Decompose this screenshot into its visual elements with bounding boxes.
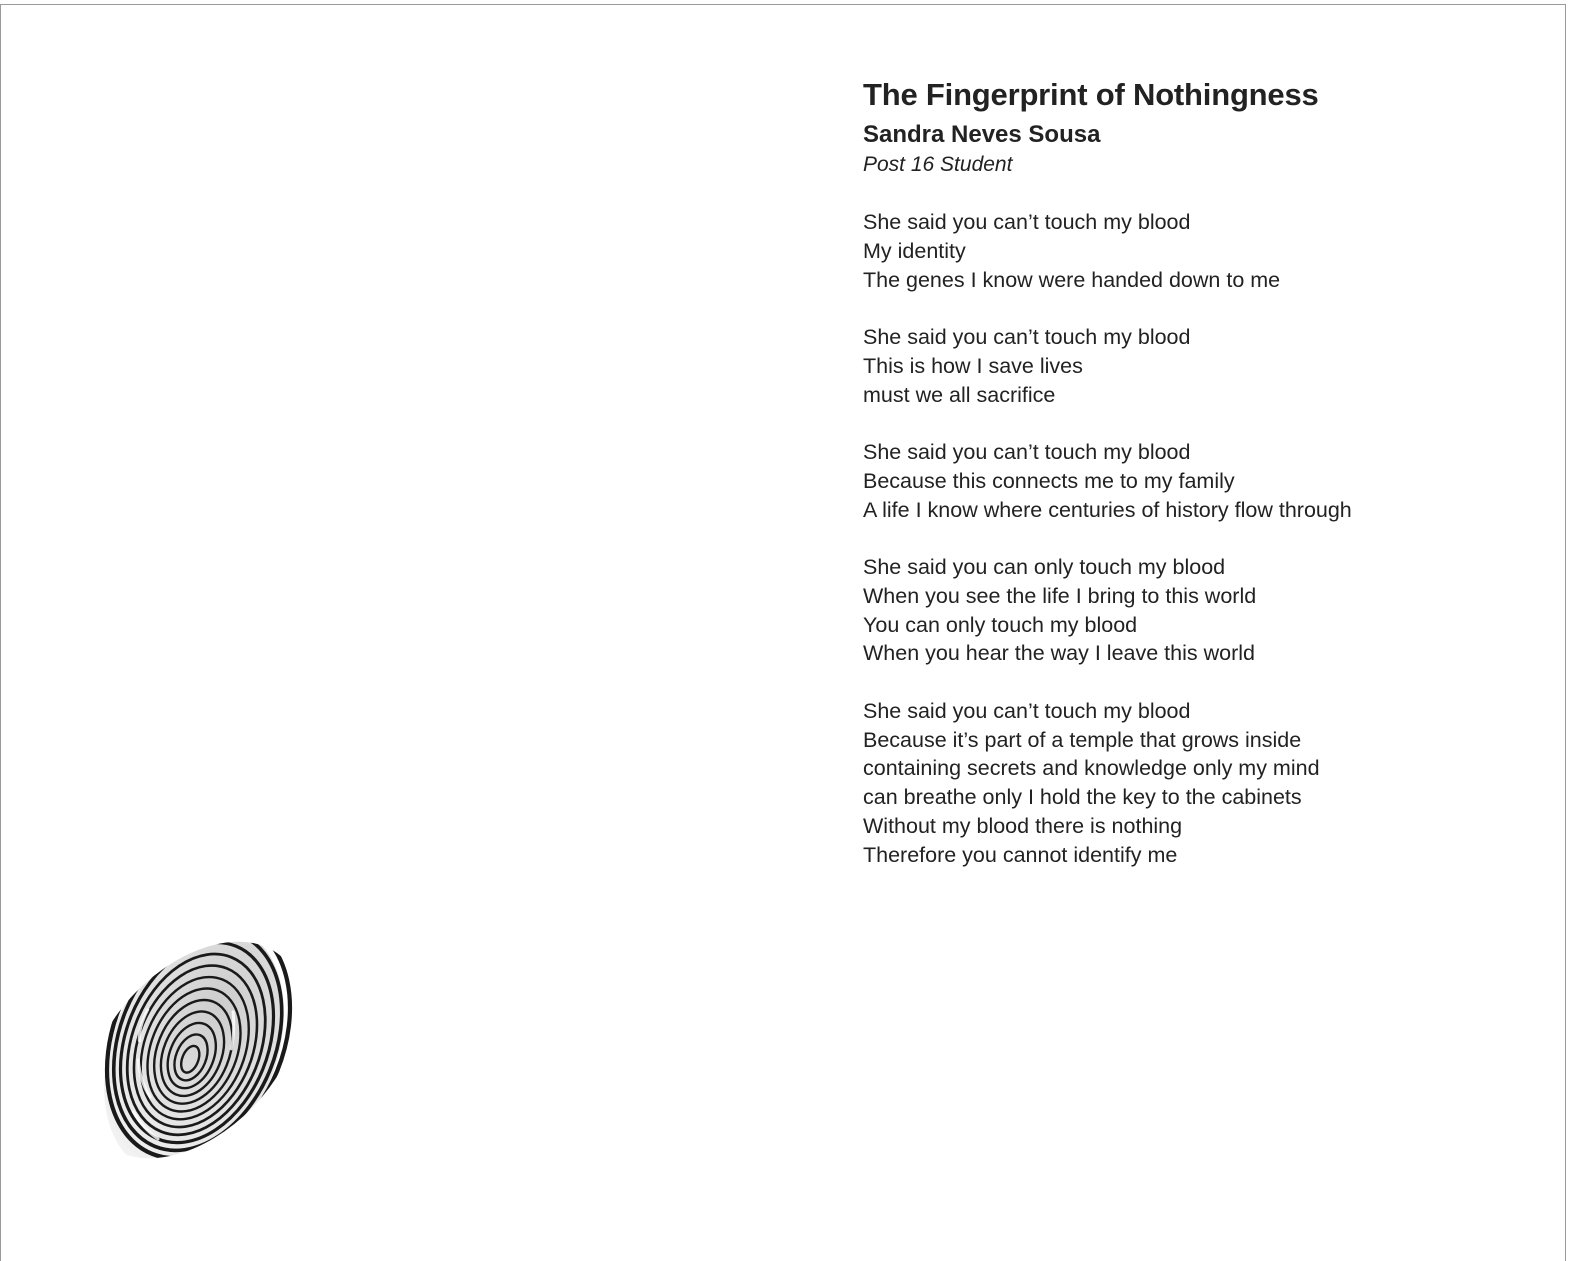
poem-title: The Fingerprint of Nothingness [863, 77, 1319, 112]
poem-line: Therefore you cannot identify me [863, 842, 1178, 867]
poem-line: When you hear the way I leave this world [863, 641, 1255, 666]
poem-line: Because this connects me to my family [863, 468, 1235, 493]
poem-line: When you see the life I bring to this world [863, 583, 1257, 608]
stanza-3 [863, 438, 1503, 524]
poem-line: She said you can’t touch my blood [863, 324, 1191, 349]
poem-line: She said you can only touch my blood [863, 554, 1226, 579]
stanza-5 [863, 697, 1503, 870]
poem-line: Without my blood there is nothing [863, 813, 1183, 838]
author-role: Post 16 Student [863, 153, 1013, 176]
poem-text-block [863, 75, 1503, 898]
poem-line: My identity [863, 238, 966, 263]
poem-line: can breathe only I hold the key to the cabinets [863, 785, 1302, 810]
poem-line: A life I know where centuries of history flow through [863, 497, 1352, 522]
poem-line: She said you can’t touch my blood [863, 439, 1191, 464]
poem-body [863, 208, 1503, 870]
poem-line: This is how I save lives [863, 353, 1083, 378]
poem-line: containing secrets and knowledge only my mind [863, 756, 1320, 781]
fingerprint-icon [76, 910, 306, 1200]
poem-line: You can only touch my blood [863, 612, 1138, 637]
stanza-4 [863, 553, 1503, 668]
poem-line: Because it’s part of a temple that grows inside [863, 727, 1302, 752]
stanza-2 [863, 323, 1503, 409]
poem-line: She said you can’t touch my blood [863, 210, 1191, 234]
author-name: Sandra Neves Sousa [863, 121, 1101, 148]
poem-line: She said you can’t touch my blood [863, 698, 1191, 723]
stanza-1 [863, 208, 1503, 294]
poem-line: must we all sacrifice [863, 382, 1056, 407]
document-page [0, 4, 1566, 1261]
poem-line: The genes I know were handed down to me [863, 267, 1281, 292]
